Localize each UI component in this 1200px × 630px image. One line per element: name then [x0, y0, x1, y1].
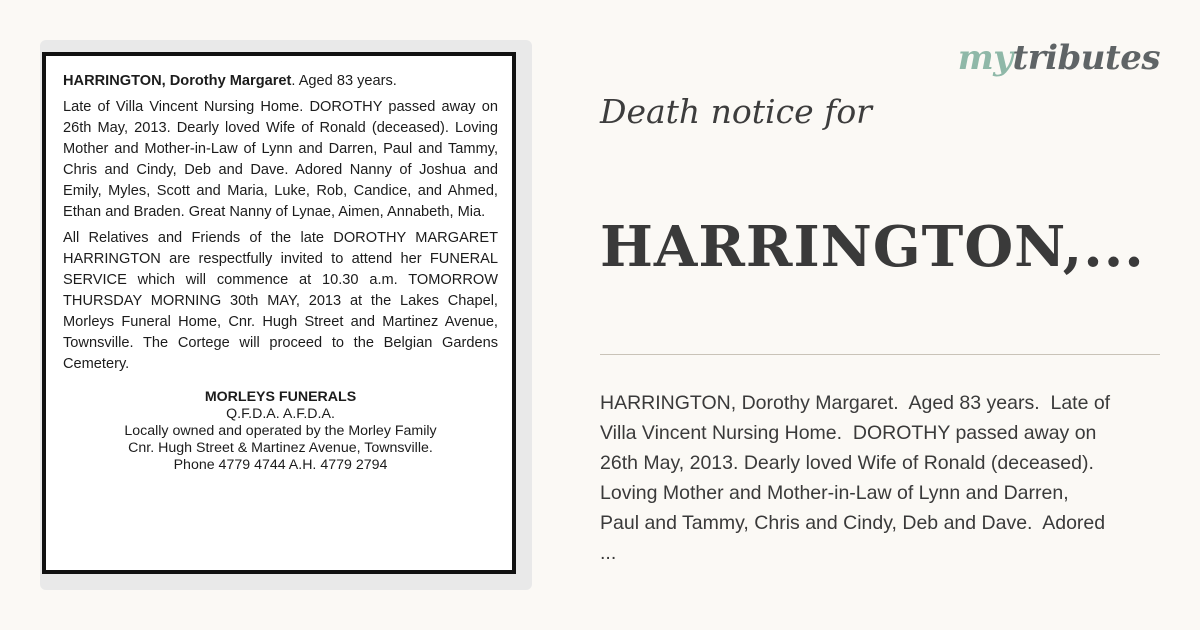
notice-age: . Aged 83 years.	[291, 73, 397, 89]
funeral-home-tagline: Locally owned and operated by the Morley Family	[124, 423, 437, 439]
funeral-home-address: Cnr. Hugh Street & Martinez Avenue, Townsville.	[128, 440, 433, 456]
funeral-home-name: MORLEYS FUNERALS	[204, 389, 357, 405]
newspaper-notice	[42, 52, 516, 574]
notice-heading	[63, 71, 498, 92]
divider	[600, 354, 1160, 355]
funeral-home-footer	[63, 389, 498, 474]
notice-paragraph-family: Late of Villa Vincent Nursing Home. DOROTHY passed away on 26th May, 2013. Dearly loved Wife of Ronald (deceased). Loving Mother and Mother-in-Law of Lynn and Darren, Paul and Tammy, Chris and Cindy, Deb and Dave. Adored Nanny of Joshua and Emily, Myles, Scott and Maria, Luke, Rob, Candice, and Ahmed, Ethan and Braden. Great Nanny of Lynae, Aimen, Annabeth, Mia.	[63, 99, 498, 220]
funeral-home-phone: Phone 4779 4744 A.H. 4779 2794	[173, 457, 388, 473]
logo-part-my: my	[957, 38, 1013, 78]
notice-paragraph-service: All Relatives and Friends of the late DOROTHY MARGARET HARRINGTON are respectfully invited to attend her FUNERAL SERVICE which will commence at 10.30 a.m. TOMORROW THURSDAY MORNING 30th MAY, 2013 at the Lakes Chapel, Morleys Funeral Home, Cnr. Hugh Street and Martinez Avenue, Townsville. The Cortege will proceed to the Belgian Gardens Cemetery.	[63, 230, 498, 372]
funeral-home-accreditation: Q.F.D.A. A.F.D.A.	[226, 406, 335, 422]
page-subtitle: Death notice for	[600, 92, 872, 131]
page-title: HARRINGTON,...	[600, 214, 1145, 280]
notice-deceased-name: HARRINGTON, Dorothy Margaret	[63, 73, 292, 89]
notice-image-card	[40, 40, 532, 590]
mytributes-logo[interactable]	[958, 38, 1160, 78]
notice-excerpt: HARRINGTON, Dorothy Margaret. Aged 83 years. Late of Villa Vincent Nursing Home. DOROTHY passed away on 26th May, 2013. Dearly loved Wife of Ronald (deceased). Loving Mother and Mother-in-Law of Lynn and Darren, Paul and Tammy, Chris and Cindy, Deb and Dave. Adored ...	[600, 392, 1111, 564]
logo-part-tributes: tributes	[1012, 38, 1160, 78]
